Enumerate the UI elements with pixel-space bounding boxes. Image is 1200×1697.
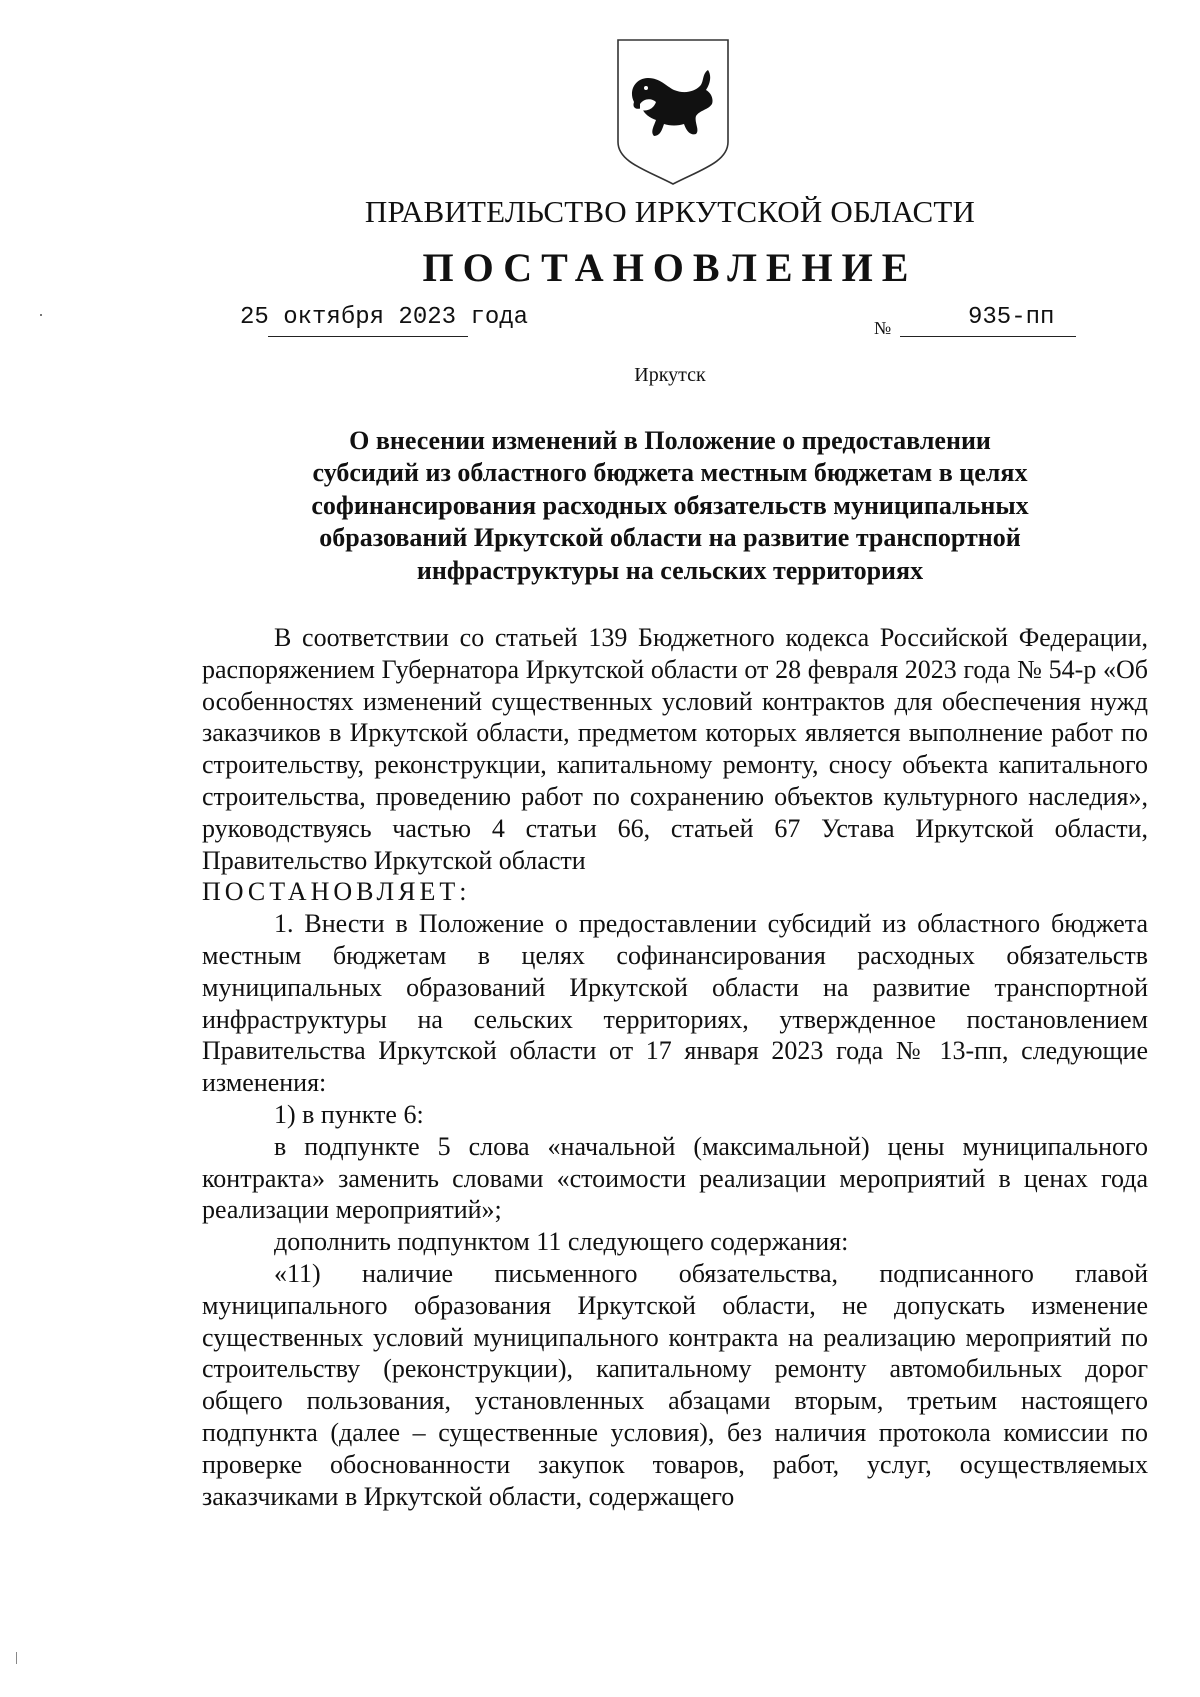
document-date: 25 октября 2023 года: [240, 304, 529, 331]
document-type: ПОСТАНОВЛЕНИЕ: [422, 245, 918, 290]
title-line: софинансирования расходных обязательств муниципальных: [311, 490, 1029, 520]
subitem-1-amendment-b: дополнить подпунктом 11 следующего содержания:: [274, 1227, 849, 1257]
subitem-1-amendment-c: «11) наличие письменного обязательства, подписанного главой муниципального образования Иркутской области, не допускать изменение существенных условий муниципального контракта на реализацию мероприятий по строительству (реконструкции), капитальному ремонту автомобильных дорог общего пользования, установленных абзацами вторым, третьим настоящего подпункта (далее – существенные условия), без наличия протокола комиссии по проверке обоснованности закупок товаров, работ, услуг, осуществляемых заказчиками в Иркутской области, содержащего: [202, 1258, 1148, 1511]
title-line: образований Иркутской области на развитие транспортной: [319, 523, 1021, 553]
subitem-1-paragraph: 1) в пункте 6:: [274, 1099, 424, 1129]
document-title: [220, 425, 1120, 587]
city: Иркутск: [634, 364, 706, 386]
number-underline: [900, 336, 1076, 337]
scan-speck: [40, 314, 42, 316]
scan-mark: [16, 1652, 17, 1664]
title-line: субсидий из областного бюджета местным бюджетам в целях: [312, 458, 1028, 488]
title-line: инфраструктуры на сельских территориях: [416, 555, 924, 585]
document-number: 935-пп: [968, 304, 1055, 331]
coat-of-arms-icon: [614, 38, 732, 186]
government-name: ПРАВИТЕЛЬСТВО ИРКУТСКОЙ ОБЛАСТИ: [364, 194, 976, 229]
number-sign: №: [874, 318, 892, 338]
preamble-paragraph: В соответствии со статьей 139 Бюджетного кодекса Российской Федерации, распоряжением Губернатора Иркутской области от 28 февраля 2023 года № 54-р «Об особенностях изменений существенных условий контрактов для обеспечения нужд заказчиков в Иркутской области, предметом которых является выполнение работ по строительству, реконструкции, капитальному ремонту, сносу объекта капитального строительства, проведению работ по сохранению объектов культурного наследия», руководствуясь частью 4 статьи 66, статьей 67 Устава Иркутской области, Правительство Иркутской области: [202, 623, 1148, 875]
item-1-paragraph: 1. Внести в Положение о предоставлении субсидий из областного бюджета местным бюджетам в целях софинансирования расходных обязательств муниципальных образований Иркутской области на развитие транспортной инфраструктуры на сельских территориях, утвержденное постановлением Правительства Иркутской области от 17 января 2023 года № 13-пп, следующие изменения:: [202, 909, 1148, 1098]
resolves-heading: ПОСТАНОВЛЯЕТ:: [202, 877, 471, 907]
subitem-1-amendment-a: в подпункте 5 слова «начальной (максимальной) цены муниципального контракта» заменить словами «стоимости реализации мероприятий в ценах года реализации мероприятий»;: [202, 1131, 1148, 1225]
document-body: [202, 622, 1148, 1512]
title-line: О внесении изменений в Положение о предоставлении: [349, 426, 991, 455]
date-underline: [268, 336, 468, 337]
